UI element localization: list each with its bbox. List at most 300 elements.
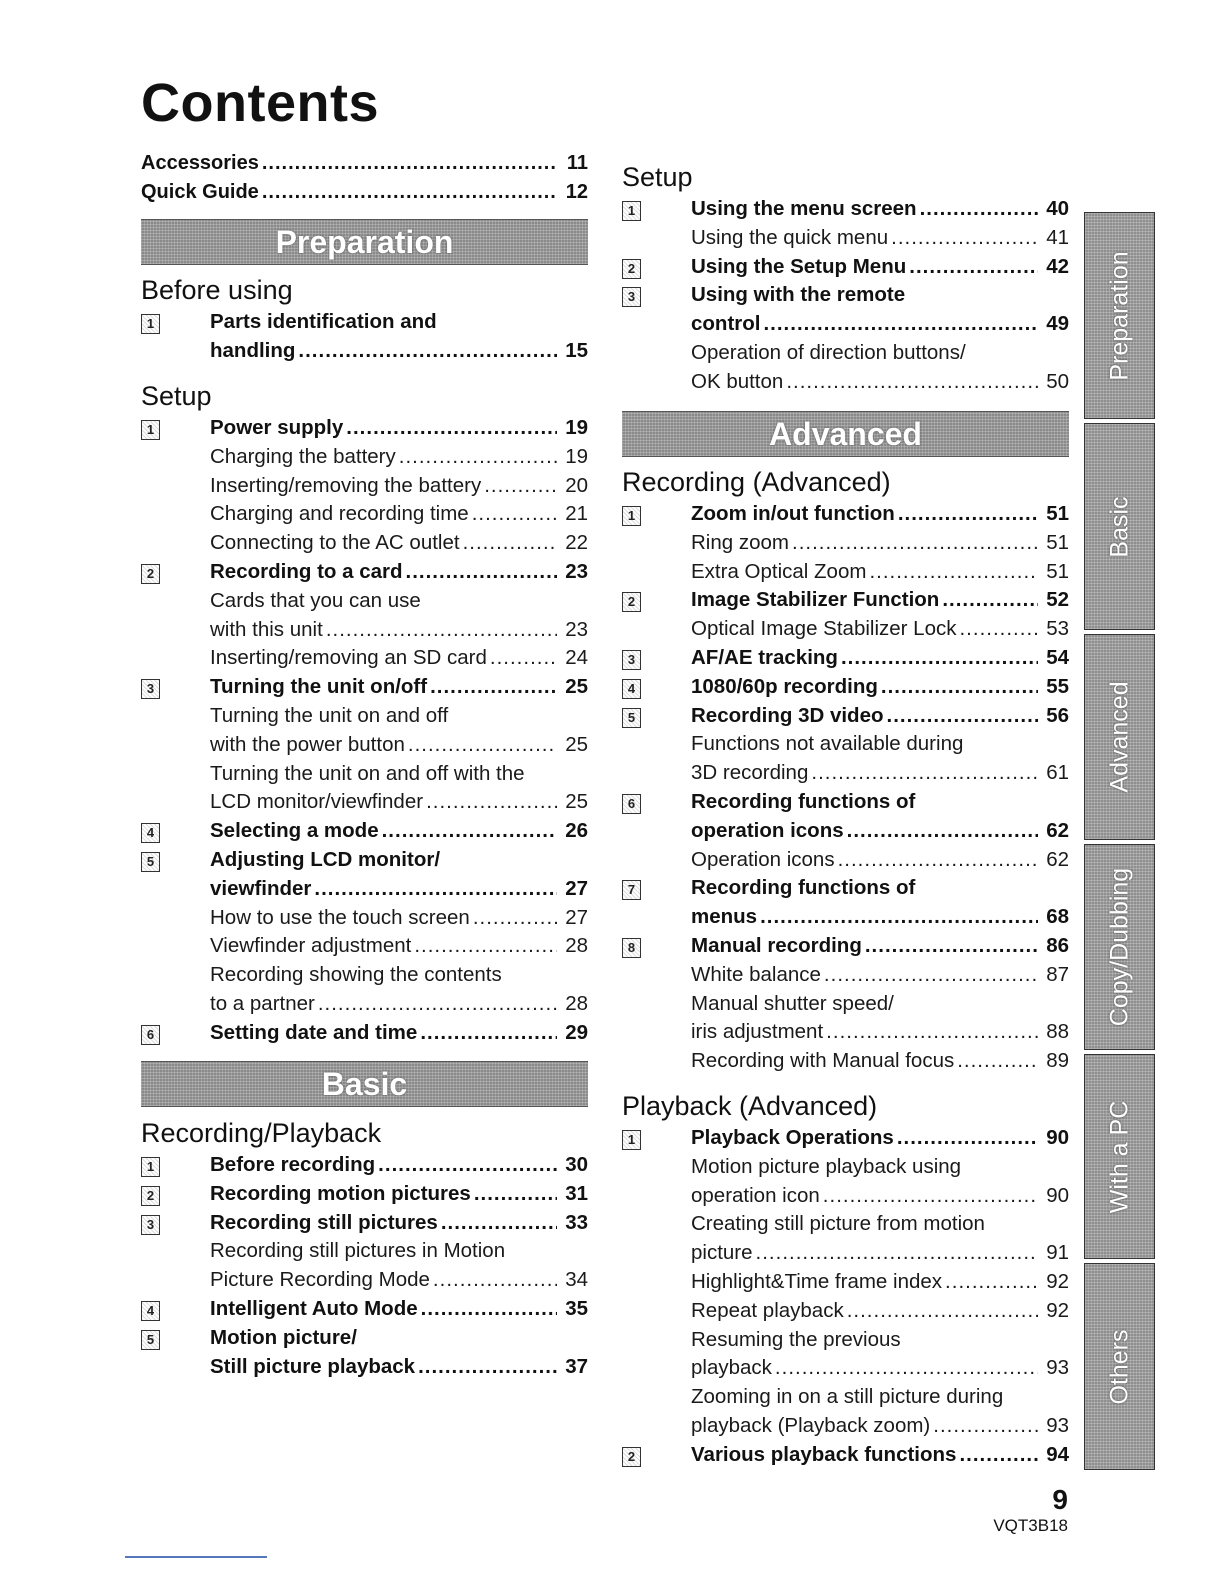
- entry-label: menus: [691, 905, 758, 929]
- entry-number-cell: [622, 708, 691, 728]
- entry-number-badge: 4: [141, 823, 160, 843]
- toc-entry[interactable]: [141, 702, 588, 731]
- entry-number-cell: [622, 259, 691, 279]
- toc-entry[interactable]: [622, 1047, 1069, 1076]
- entry-page: 24: [565, 646, 588, 670]
- page-number: 9: [1052, 1484, 1068, 1515]
- toc-entry[interactable]: [622, 1441, 1069, 1470]
- entry-page: 62: [1046, 818, 1069, 842]
- toc-entry[interactable]: [622, 615, 1069, 644]
- entry-label: picture: [691, 1241, 753, 1265]
- side-tab-with-a-pc[interactable]: With a PC: [1084, 1054, 1155, 1259]
- section-heading: Recording (Advanced): [622, 467, 891, 497]
- side-tab-advanced[interactable]: Advanced: [1084, 634, 1155, 840]
- entry-number-badge: 1: [141, 1157, 160, 1177]
- entry-page: 51: [1046, 530, 1069, 554]
- entry-page: 42: [1046, 254, 1069, 278]
- entry-number-cell: [622, 592, 691, 612]
- entry-label: Power supply: [210, 416, 344, 439]
- entry-label: Selecting a mode: [210, 819, 379, 843]
- dot-leader: [775, 1354, 1038, 1383]
- toc-entry[interactable]: [141, 932, 588, 961]
- toc-entry-quick-guide[interactable]: Quick Guide ..... 12: [141, 178, 588, 207]
- toc-entry[interactable]: [622, 1210, 1069, 1239]
- entry-number-cell: [141, 1330, 210, 1350]
- toc-entry[interactable]: [141, 1353, 588, 1382]
- entry-number-badge: 3: [141, 679, 160, 699]
- toc-entry[interactable]: [141, 760, 588, 789]
- toc-entry[interactable]: [622, 310, 1069, 339]
- dot-leader: [426, 788, 557, 817]
- entry-page: 19: [565, 416, 588, 439]
- toc-entry[interactable]: [622, 874, 1069, 903]
- entry-label: Optical Image Stabilizer Lock: [691, 617, 957, 641]
- entry-label: Still picture playback: [210, 1354, 416, 1378]
- entry-page: 51: [1046, 559, 1069, 583]
- entry-number-cell: [141, 679, 210, 699]
- entry-number-badge: 3: [622, 650, 641, 670]
- entry-page: 92: [1046, 1269, 1069, 1293]
- toc-entry[interactable]: [141, 817, 588, 846]
- dot-leader: [760, 903, 1038, 932]
- dot-leader: [406, 558, 557, 587]
- entry-page: 90: [1046, 1126, 1069, 1149]
- toc-entry[interactable]: [622, 1412, 1069, 1441]
- entry-number-badge: 2: [141, 564, 160, 584]
- dot-leader: [811, 759, 1038, 788]
- entry-label: Extra Optical Zoom: [691, 559, 867, 583]
- toc-entry[interactable]: [141, 337, 588, 366]
- entry-label: Connecting to the AC outlet: [210, 531, 460, 555]
- entry-number-badge: 1: [141, 314, 160, 334]
- entry-label: control: [691, 312, 761, 336]
- banner-advanced: Advanced: [622, 411, 1069, 457]
- toc-entry[interactable]: [622, 1239, 1069, 1268]
- entry-label: Using the Setup Menu: [691, 254, 907, 278]
- toc-entry[interactable]: [622, 846, 1069, 875]
- section-before-using: [141, 272, 588, 366]
- toc-entry[interactable]: [622, 1153, 1069, 1182]
- toc-entry[interactable]: [141, 529, 588, 558]
- toc-entry-accessories[interactable]: Accessories ..... 11: [141, 149, 588, 178]
- dot-leader: [891, 224, 1038, 253]
- entry-page: 26: [565, 819, 588, 843]
- toc-entry[interactable]: [141, 587, 588, 616]
- entry-label: Before recording: [210, 1153, 376, 1176]
- entry-label: Recording still pictures in Motion: [210, 1239, 506, 1263]
- dot-leader: [841, 644, 1038, 673]
- entry-page: 53: [1046, 617, 1069, 641]
- dot-leader: [420, 1019, 557, 1048]
- dot-leader: [314, 875, 557, 904]
- toc-entry[interactable]: [622, 500, 1069, 529]
- dot-leader: [418, 1353, 557, 1382]
- dot-leader: [897, 1124, 1038, 1153]
- entry-label: Cards that you can use: [210, 588, 421, 612]
- entry-page: 19: [565, 444, 588, 468]
- entry-label: Inserting/removing the battery: [210, 473, 482, 497]
- entry-page: 31: [565, 1181, 588, 1205]
- toc-entry[interactable]: [141, 616, 588, 645]
- entry-number-cell: [141, 1301, 210, 1321]
- toc-entry[interactable]: [622, 1018, 1069, 1047]
- entry-page: 51: [1046, 502, 1069, 525]
- dot-leader: [865, 932, 1038, 961]
- toc-entry[interactable]: [141, 904, 588, 933]
- toc-entry[interactable]: [622, 368, 1069, 397]
- toc-entry[interactable]: [141, 443, 588, 472]
- toc-entry[interactable]: [141, 414, 588, 443]
- dot-leader: [826, 1018, 1038, 1047]
- entry-number-cell: [622, 1130, 691, 1150]
- toc-entry[interactable]: [141, 308, 588, 337]
- dot-leader: [959, 615, 1038, 644]
- entry-number-badge: 5: [141, 852, 160, 872]
- dot-leader: [786, 368, 1038, 397]
- toc-entry[interactable]: [622, 1354, 1069, 1383]
- dot-leader: [484, 472, 557, 501]
- entry-number-cell: [141, 1025, 210, 1045]
- entry-label: Motion picture/: [210, 1325, 357, 1349]
- entry-label: Resuming the previous: [691, 1327, 901, 1351]
- toc-entry[interactable]: [622, 788, 1069, 817]
- entry-label: Turning the unit on/off: [210, 675, 428, 699]
- entry-number-cell: [622, 1447, 691, 1467]
- dot-leader: [909, 253, 1038, 282]
- toc-entry[interactable]: [622, 558, 1069, 587]
- side-tab-others[interactable]: Others: [1084, 1263, 1155, 1470]
- toc-entry[interactable]: [622, 529, 1069, 558]
- toc-entry[interactable]: [622, 961, 1069, 990]
- toc-entry[interactable]: [622, 586, 1069, 615]
- entry-page: 89: [1046, 1049, 1069, 1073]
- entry-label: Inserting/removing an SD card: [210, 646, 487, 670]
- entry-label: Picture Recording Mode: [210, 1268, 430, 1292]
- toc-entry[interactable]: [141, 472, 588, 501]
- section-heading: Recording/Playback: [141, 1118, 382, 1148]
- entry-number-cell: [141, 564, 210, 584]
- toc-entry[interactable]: [141, 788, 588, 817]
- section-heading: Before using: [141, 275, 293, 305]
- dot-leader: [463, 529, 557, 558]
- entry-label: with this unit: [210, 617, 323, 641]
- entry-page: 20: [565, 473, 588, 497]
- dot-leader: [959, 1441, 1038, 1470]
- entry-label: Recording to a card: [210, 559, 403, 583]
- toc-entry[interactable]: [141, 644, 588, 673]
- toc-entry[interactable]: [622, 1326, 1069, 1355]
- entry-label: LCD monitor/viewfinder: [210, 790, 424, 814]
- entry-number-badge: 2: [141, 1186, 160, 1206]
- entry-label: Operation icons: [691, 847, 835, 871]
- dot-leader: [920, 195, 1038, 224]
- section-recording-advanced: [622, 464, 1069, 1076]
- toc-entry[interactable]: [141, 961, 588, 990]
- toc-entry[interactable]: [141, 846, 588, 875]
- entry-label: Intelligent Auto Mode: [210, 1296, 418, 1320]
- dot-leader: [756, 1239, 1038, 1268]
- entry-number-cell: [622, 938, 691, 958]
- entry-label: with the power button: [210, 732, 405, 756]
- toc-entry[interactable]: [622, 702, 1069, 731]
- entry-label: Recording with Manual focus: [691, 1049, 955, 1073]
- entry-number-cell: [141, 1157, 210, 1177]
- entry-page: 23: [565, 617, 588, 641]
- entry-number-cell: [141, 852, 210, 872]
- dot-leader: [887, 702, 1038, 731]
- entry-page: 21: [565, 502, 588, 526]
- entry-label: OK button: [691, 369, 784, 393]
- entry-page: 92: [1046, 1298, 1069, 1322]
- toc-entry[interactable]: [141, 990, 588, 1019]
- entry-page: 22: [565, 531, 588, 555]
- dot-leader: [824, 961, 1038, 990]
- toc-entry[interactable]: [141, 1237, 588, 1266]
- toc-entry[interactable]: [622, 990, 1069, 1019]
- entry-label: Creating still picture from motion: [691, 1212, 985, 1236]
- entry-label: Parts identification and: [210, 310, 437, 333]
- toc-entry[interactable]: [141, 500, 588, 529]
- toc-entry[interactable]: [622, 932, 1069, 961]
- entry-label: Ring zoom: [691, 530, 789, 554]
- entry-number-badge: 2: [622, 592, 641, 612]
- toc-entry[interactable]: [622, 1268, 1069, 1297]
- entry-label: Image Stabilizer Function: [691, 588, 940, 612]
- entry-number-badge: 4: [141, 1301, 160, 1321]
- entry-number-badge: 1: [622, 1130, 641, 1150]
- entry-page: 27: [565, 905, 588, 929]
- toc-entry[interactable]: [141, 1324, 588, 1353]
- entry-label: Recording 3D video: [691, 703, 884, 727]
- section-heading: Setup: [141, 381, 212, 411]
- entry-number-badge: 1: [622, 506, 641, 526]
- dot-leader: [318, 990, 557, 1019]
- document-code: VQT3B18: [993, 1516, 1068, 1535]
- dot-leader: [326, 616, 557, 645]
- entry-number-badge: 7: [622, 880, 641, 900]
- toc-entry[interactable]: [141, 1180, 588, 1209]
- dot-leader: [869, 558, 1038, 587]
- entry-label: 1080/60p recording: [691, 674, 878, 698]
- entry-label: Manual shutter speed/: [691, 991, 894, 1015]
- entry-page: 29: [565, 1020, 588, 1044]
- toc-entry[interactable]: [141, 1266, 588, 1295]
- toc-entry[interactable]: [141, 558, 588, 587]
- toc-entry[interactable]: [141, 875, 588, 904]
- entry-label: Various playback functions: [691, 1442, 957, 1466]
- entry-label: Charging the battery: [210, 444, 396, 468]
- entry-number-badge: 3: [622, 287, 641, 307]
- entry-number-cell: [141, 823, 210, 843]
- dot-leader: [823, 1182, 1038, 1211]
- entry-label: Recording functions of: [691, 789, 916, 813]
- entry-page: 93: [1046, 1413, 1069, 1437]
- entry-number-badge: 1: [622, 201, 641, 221]
- toc-entry[interactable]: [622, 281, 1069, 310]
- entry-page: 34: [565, 1268, 588, 1292]
- footer-rule: [125, 1556, 267, 1558]
- section-recording-playback: [141, 1115, 588, 1381]
- entry-number-badge: 2: [622, 1447, 641, 1467]
- entry-page: 33: [565, 1210, 588, 1234]
- entry-label: operation icons: [691, 818, 844, 842]
- entry-label: 3D recording: [691, 761, 809, 785]
- entry-label: White balance: [691, 962, 821, 986]
- entry-page: 28: [565, 934, 588, 958]
- entry-page: 25: [565, 675, 588, 699]
- dot-leader: [942, 586, 1038, 615]
- entry-page: 52: [1046, 588, 1069, 612]
- toc-entry[interactable]: [622, 253, 1069, 282]
- entry-label: Using with the remote: [691, 283, 906, 307]
- dot-leader: [298, 337, 557, 366]
- entry-label: Functions not available during: [691, 732, 964, 756]
- entry-label: to a partner: [210, 991, 315, 1015]
- entry-number-cell: [622, 880, 691, 900]
- side-tab-preparation[interactable]: Preparation: [1084, 212, 1155, 419]
- entry-label: AF/AE tracking: [691, 645, 838, 669]
- dot-leader: [382, 817, 557, 846]
- section-playback-advanced: [622, 1088, 1069, 1470]
- entry-page: 54: [1046, 645, 1069, 669]
- entry-number-cell: [141, 1215, 210, 1235]
- entry-page: 68: [1046, 905, 1069, 929]
- dot-leader: [414, 932, 557, 961]
- entry-page: 91: [1046, 1241, 1069, 1265]
- entry-page: 93: [1046, 1356, 1069, 1380]
- entry-page: 15: [565, 338, 588, 362]
- entry-number-badge: 3: [141, 1215, 160, 1235]
- entry-page: 35: [565, 1296, 588, 1320]
- toc-entry[interactable]: [622, 195, 1069, 224]
- toc-entry[interactable]: [141, 1209, 588, 1238]
- side-tab-copy-dubbing[interactable]: Copy/Dubbing: [1084, 844, 1155, 1050]
- entry-page: 88: [1046, 1020, 1069, 1044]
- entry-page: 56: [1046, 703, 1069, 727]
- dot-leader: [792, 529, 1038, 558]
- dot-leader: [490, 644, 557, 673]
- toc-entry[interactable]: [622, 339, 1069, 368]
- entry-page: 94: [1046, 1442, 1069, 1466]
- entry-number-badge: 8: [622, 938, 641, 958]
- entry-page: 27: [565, 876, 588, 900]
- toc-entry[interactable]: [141, 1295, 588, 1324]
- toc-entry[interactable]: [141, 731, 588, 760]
- entry-page: 28: [565, 991, 588, 1015]
- side-tab-basic[interactable]: Basic: [1084, 423, 1155, 630]
- toc-entry[interactable]: [622, 1383, 1069, 1412]
- entry-label: Playback Operations: [691, 1126, 894, 1149]
- entry-number-cell: [622, 506, 691, 526]
- dot-leader: [881, 673, 1038, 702]
- entry-label: handling: [210, 338, 296, 362]
- entry-page: 25: [565, 790, 588, 814]
- dot-leader: [847, 817, 1038, 846]
- entry-page: 41: [1046, 225, 1069, 249]
- dot-leader: [430, 673, 557, 702]
- banner-basic: Basic: [141, 1061, 588, 1107]
- section-setup-right: [622, 159, 1069, 397]
- entry-number-badge: 5: [141, 1330, 160, 1350]
- banner-preparation: Preparation: [141, 219, 588, 265]
- dot-leader: [945, 1268, 1038, 1297]
- entry-number-badge: 4: [622, 679, 641, 699]
- entry-label: Using the quick menu: [691, 225, 889, 249]
- toc-entry[interactable]: [622, 224, 1069, 253]
- toc-entry[interactable]: [141, 1151, 588, 1180]
- entry-label: Highlight&Time frame index: [691, 1269, 943, 1293]
- entry-number-badge: 1: [141, 420, 160, 440]
- toc-entry[interactable]: [622, 1124, 1069, 1153]
- entry-label: Zoom in/out function: [691, 502, 895, 525]
- entry-label: iris adjustment: [691, 1020, 824, 1044]
- entry-number-cell: [622, 287, 691, 307]
- entry-label: operation icon: [691, 1183, 820, 1207]
- page-title: Contents: [141, 73, 379, 133]
- entry-page: 55: [1046, 674, 1069, 698]
- dot-leader: [473, 904, 557, 933]
- entry-page: 90: [1046, 1183, 1069, 1207]
- toc-entry[interactable]: [622, 673, 1069, 702]
- entry-number-cell: [141, 1186, 210, 1206]
- entry-page: 30: [565, 1153, 588, 1176]
- entry-page: 50: [1046, 369, 1069, 393]
- toc-entry[interactable]: [622, 1182, 1069, 1211]
- entry-number-badge: 5: [622, 708, 641, 728]
- entry-page: 62: [1046, 847, 1069, 871]
- dot-leader: [441, 1209, 557, 1238]
- entry-label: playback (Playback zoom): [691, 1413, 931, 1437]
- dot-leader: [957, 1047, 1038, 1076]
- entry-label: Setting date and time: [210, 1020, 418, 1044]
- entry-number-cell: [622, 794, 691, 814]
- entry-number-cell: [141, 314, 210, 334]
- dot-leader: [421, 1295, 557, 1324]
- toc-entry[interactable]: [622, 759, 1069, 788]
- toc-entry[interactable]: [622, 1297, 1069, 1326]
- front-matter: [141, 149, 588, 207]
- toc-entry[interactable]: [141, 1019, 588, 1048]
- dot-leader: [433, 1266, 557, 1295]
- dot-leader: [346, 414, 557, 443]
- entry-label: viewfinder: [210, 876, 312, 900]
- toc-entry[interactable]: [141, 673, 588, 702]
- toc-entry[interactable]: [622, 730, 1069, 759]
- entry-label: How to use the touch screen: [210, 905, 470, 929]
- dot-leader: [933, 1412, 1038, 1441]
- dot-leader: [847, 1297, 1038, 1326]
- entry-page: 86: [1046, 933, 1069, 957]
- entry-number-cell: [622, 679, 691, 699]
- section-heading: Playback (Advanced): [622, 1091, 878, 1121]
- entry-label: Charging and recording time: [210, 502, 469, 526]
- dot-leader: [378, 1151, 557, 1180]
- toc-entry[interactable]: [622, 817, 1069, 846]
- entry-label: Recording still pictures: [210, 1210, 438, 1234]
- entry-label: Using the menu screen: [691, 197, 917, 220]
- entry-page: 61: [1046, 761, 1069, 785]
- entry-label: Operation of direction buttons/: [691, 340, 966, 364]
- entry-number-badge: 2: [622, 259, 641, 279]
- entry-label: Recording functions of: [691, 876, 916, 900]
- entry-page: 49: [1046, 312, 1069, 336]
- entry-label: Zooming in on a still picture during: [691, 1385, 1004, 1409]
- toc-entry[interactable]: [622, 903, 1069, 932]
- section-heading: Setup: [622, 162, 693, 192]
- dot-leader: [474, 1180, 557, 1209]
- toc-entry[interactable]: [622, 644, 1069, 673]
- dot-leader: [399, 443, 557, 472]
